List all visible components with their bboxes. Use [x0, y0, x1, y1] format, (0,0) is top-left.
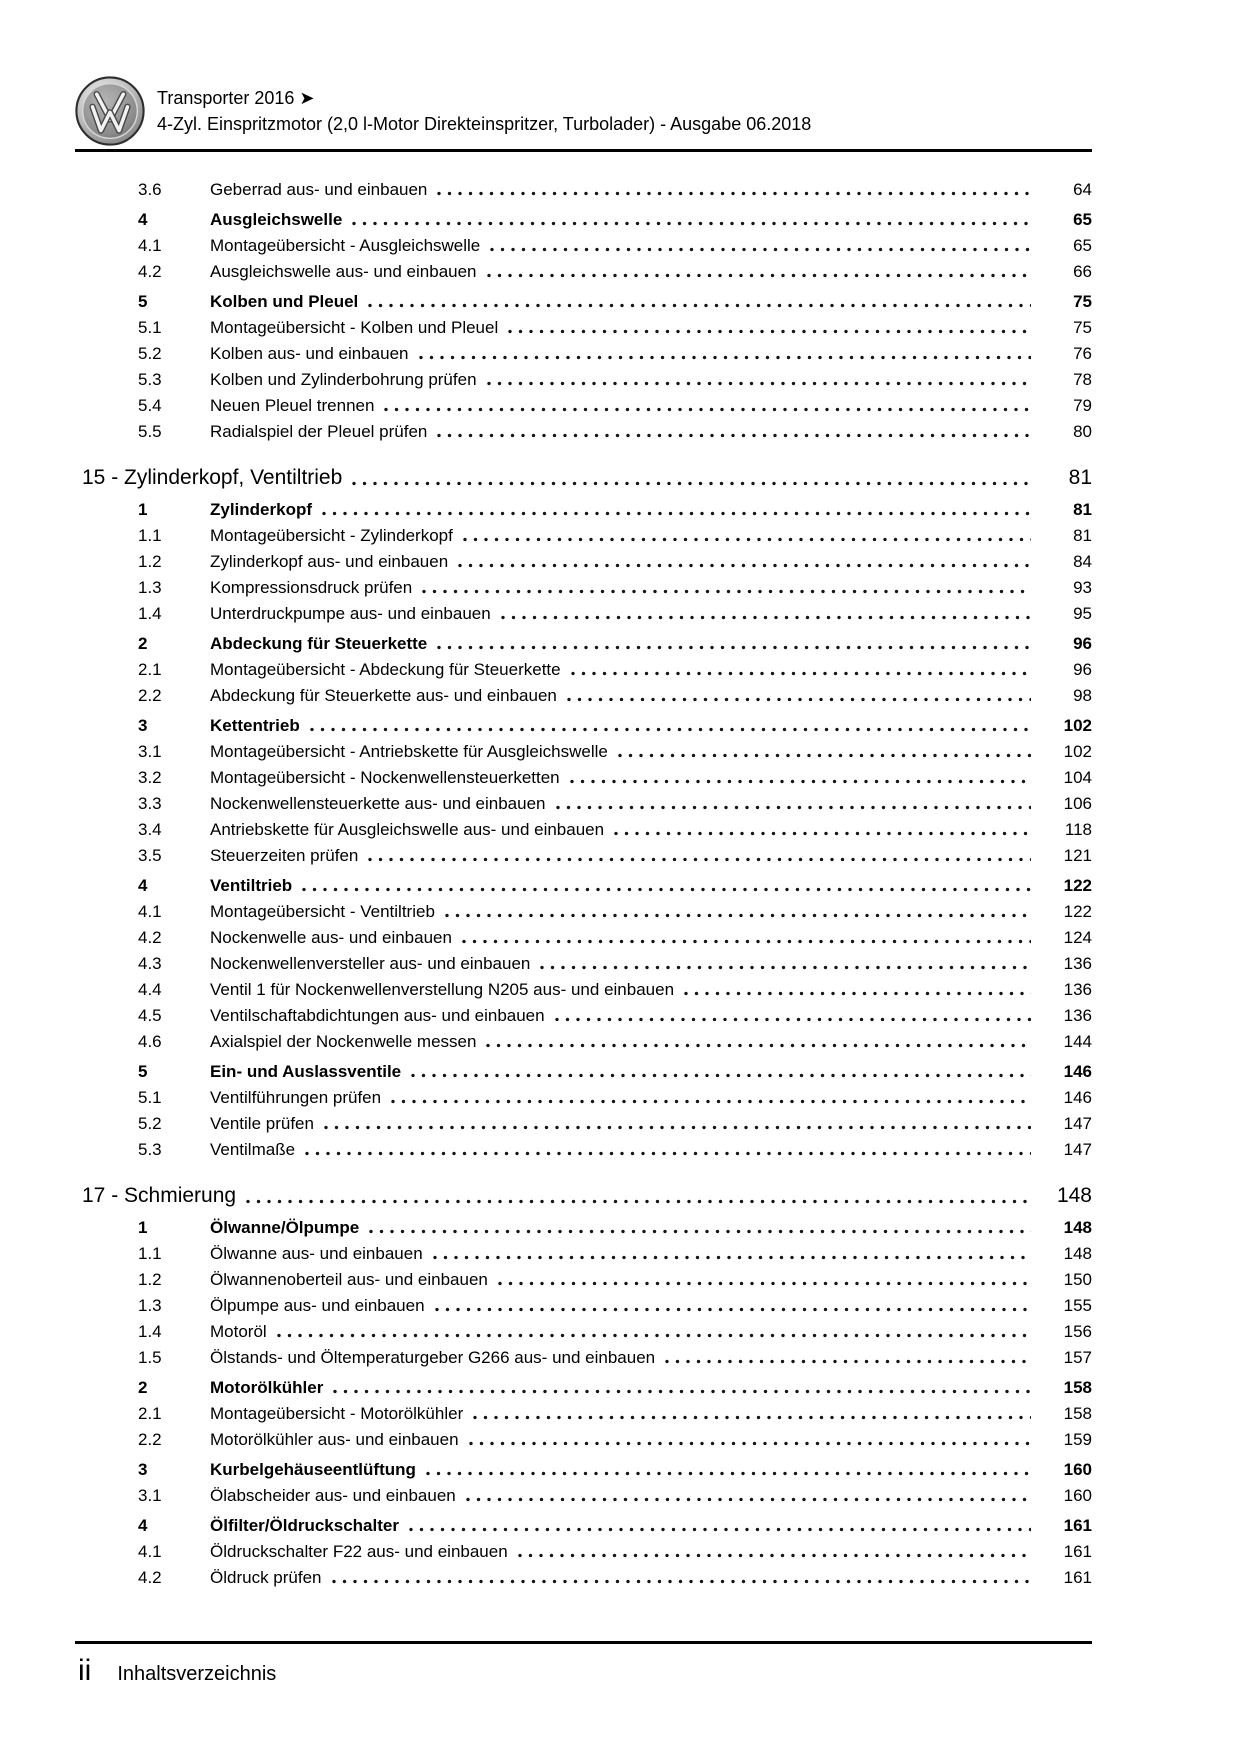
- toc-entry-title: Ein- und Auslassventile: [210, 1062, 402, 1081]
- toc-chapter-title: 17 - Schmierung: [82, 1184, 237, 1207]
- page-footer: [75, 1641, 1092, 1688]
- toc-entry: [75, 654, 1092, 680]
- toc-entry-number: 3.5: [138, 846, 162, 865]
- toc-entry: [75, 1536, 1092, 1562]
- toc-entry-page: 122: [1063, 902, 1092, 921]
- leader-dots: [462, 939, 1031, 944]
- page-header: [75, 0, 1092, 146]
- toc-entry-page: 161: [1063, 1542, 1092, 1561]
- toc-entry-page: 159: [1063, 1430, 1092, 1449]
- header-rule: [75, 149, 1092, 152]
- toc-entry-number: 3.2: [138, 768, 162, 787]
- leader-dots: [369, 1229, 1031, 1234]
- toc-entry-number: 3.3: [138, 794, 162, 813]
- toc-entry-page: 96: [1073, 634, 1092, 653]
- toc-entry: [75, 1454, 1092, 1480]
- toc-entry: [75, 1290, 1092, 1316]
- toc-entry-page: 147: [1063, 1114, 1092, 1133]
- toc-entry: [75, 364, 1092, 390]
- toc-entry-number: 5: [138, 1062, 148, 1081]
- toc-entry: [75, 710, 1092, 736]
- toc-entry: [75, 762, 1092, 788]
- toc-entry-number: 1.5: [138, 1348, 162, 1367]
- toc-entry-title: Ausgleichswelle: [210, 210, 343, 229]
- toc-entry-number: 1.1: [138, 1244, 162, 1263]
- toc-entry-number: 4.1: [138, 1542, 162, 1561]
- toc-entry-title: Abdeckung für Steuerkette: [210, 634, 428, 653]
- toc-entry-number: 5.1: [138, 318, 162, 337]
- toc-entry: [75, 974, 1092, 1000]
- toc-chapter-page: 148: [1056, 1184, 1092, 1207]
- leader-dots: [305, 1151, 1031, 1156]
- leader-dots: [409, 1527, 1031, 1532]
- toc-entry-number: 5: [138, 292, 148, 311]
- leader-dots: [324, 1125, 1031, 1130]
- toc-entry-number: 5.3: [138, 370, 162, 389]
- toc-entry-number: 5.2: [138, 1114, 162, 1133]
- toc-entry-title: Montageübersicht - Zylinderkopf: [210, 526, 453, 545]
- toc-entry-page: 136: [1063, 980, 1092, 999]
- toc-entry-number: 2.1: [138, 660, 162, 679]
- toc-entry-page: 64: [1073, 180, 1092, 199]
- footer-rule: [75, 1641, 1092, 1644]
- leader-dots: [352, 221, 1031, 226]
- toc-entry: [75, 572, 1092, 598]
- toc-entry: [75, 286, 1092, 312]
- toc-entry-page: 136: [1063, 1006, 1092, 1025]
- toc-chapter-page: 81: [1068, 466, 1092, 489]
- toc-entry-number: 1.3: [138, 1296, 162, 1315]
- toc-entry-page: 65: [1073, 236, 1092, 255]
- toc-entry-page: 146: [1063, 1062, 1092, 1081]
- toc-entry-number: 4.2: [138, 262, 162, 281]
- toc-entry-page: 98: [1073, 686, 1092, 705]
- header-model-line: Transporter 2016 ➤: [157, 88, 315, 108]
- toc-entry-number: 4: [138, 1516, 148, 1535]
- toc-entry-page: 136: [1063, 954, 1092, 973]
- toc-entry-page: 148: [1063, 1244, 1092, 1263]
- toc-entry: [75, 1212, 1092, 1238]
- leader-dots: [473, 1415, 1031, 1420]
- toc-entry: [75, 1398, 1092, 1424]
- toc-entry-number: 5.4: [138, 396, 162, 415]
- toc-entry-title: Ventilmaße: [210, 1140, 296, 1159]
- toc-chapter-title: 15 - Zylinderkopf, Ventiltrieb: [82, 466, 343, 489]
- toc-entry-title: Ventile prüfen: [210, 1114, 314, 1133]
- leader-dots: [463, 537, 1031, 542]
- toc-entry: [75, 1082, 1092, 1108]
- toc-entry-number: 4.2: [138, 1568, 162, 1587]
- toc-entry-page: 161: [1063, 1516, 1092, 1535]
- toc-entry-title: Kettentrieb: [210, 716, 300, 735]
- toc-entry-number: 3.1: [138, 742, 162, 761]
- toc-entry: [75, 174, 1092, 200]
- toc-entry: [75, 1480, 1092, 1506]
- toc-entry-page: 121: [1063, 846, 1092, 865]
- toc-entry-number: 4: [138, 210, 148, 229]
- toc-entry-number: 1.1: [138, 526, 162, 545]
- toc-entry-number: 2: [138, 1378, 148, 1397]
- toc-entry-title: Ölwannenoberteil aus- und einbauen: [210, 1270, 488, 1289]
- footer-section-title: Inhaltsverzeichnis: [117, 1663, 277, 1685]
- toc-entry-title: Ölabscheider aus- und einbauen: [210, 1486, 456, 1505]
- toc-entry: [75, 312, 1092, 338]
- toc-chapter-heading: [75, 460, 1092, 490]
- toc-entry-title: Ventilschaftabdichtungen aus- und einbauen: [210, 1006, 545, 1025]
- toc-entry-number: 1.2: [138, 552, 162, 571]
- leader-dots: [614, 831, 1031, 836]
- toc-entry: [75, 788, 1092, 814]
- toc-entry-number: 2: [138, 634, 148, 653]
- toc-entry-number: 4.4: [138, 980, 162, 999]
- toc-entry: [75, 896, 1092, 922]
- toc-entry-number: 5.3: [138, 1140, 162, 1159]
- toc-entry: [75, 840, 1092, 866]
- toc-entry-number: 4.3: [138, 954, 162, 973]
- toc-entry-title: Neuen Pleuel trennen: [210, 396, 375, 415]
- toc-entry-number: 5.5: [138, 422, 162, 441]
- toc-entry: [75, 814, 1092, 840]
- toc-entry: [75, 1424, 1092, 1450]
- leader-dots: [368, 857, 1031, 862]
- toc-entry-number: 4.1: [138, 236, 162, 255]
- leader-dots: [384, 407, 1031, 412]
- toc-entry: [75, 922, 1092, 948]
- toc-entry-page: 95: [1073, 604, 1092, 623]
- leader-dots: [419, 355, 1032, 360]
- toc-entry: [75, 1510, 1092, 1536]
- toc-entry: [75, 1238, 1092, 1264]
- toc-entry-title: Montageübersicht - Kolben und Pleuel: [210, 318, 499, 337]
- toc-entry-title: Ausgleichswelle aus- und einbauen: [210, 262, 477, 281]
- toc-entry-number: 4.6: [138, 1032, 162, 1051]
- toc-entry-title: Abdeckung für Steuerkette aus- und einbauen: [210, 686, 557, 705]
- toc-entry-title: Zylinderkopf: [210, 500, 313, 519]
- toc-entry-page: 65: [1073, 210, 1092, 229]
- toc-entry-title: Radialspiel der Pleuel prüfen: [210, 422, 428, 441]
- toc-entry-title: Kolben und Pleuel: [210, 292, 359, 311]
- leader-dots: [437, 433, 1031, 438]
- toc-entry: [75, 1000, 1092, 1026]
- toc-entry: [75, 390, 1092, 416]
- toc-entry-page: 104: [1063, 768, 1092, 787]
- toc-entry-title: Motorölkühler: [210, 1378, 324, 1397]
- toc-entry-number: 5.2: [138, 344, 162, 363]
- toc-entry-title: Nockenwelle aus- und einbauen: [210, 928, 452, 947]
- toc-entry-page: 106: [1063, 794, 1092, 813]
- leader-dots: [466, 1497, 1031, 1502]
- toc-entry-number: 1: [138, 500, 148, 519]
- toc-entry-page: 76: [1073, 344, 1092, 363]
- toc-entry-page: 102: [1063, 716, 1092, 735]
- leader-dots: [435, 1307, 1031, 1312]
- toc-entry-title: Kompressionsdruck prüfen: [210, 578, 413, 597]
- toc-entry: [75, 948, 1092, 974]
- toc-entry-number: 3.6: [138, 180, 162, 199]
- toc-entry: [75, 520, 1092, 546]
- toc-entry-title: Montageübersicht - Motorölkühler: [210, 1404, 464, 1423]
- toc-entry-title: Montageübersicht - Antriebskette für Ausgleichswelle: [210, 742, 608, 761]
- toc-entry: [75, 870, 1092, 896]
- leader-dots: [422, 589, 1031, 594]
- toc-entry-title: Unterdruckpumpe aus- und einbauen: [210, 604, 491, 623]
- toc-entry-page: 150: [1063, 1270, 1092, 1289]
- toc-entry: [75, 1372, 1092, 1398]
- toc-entry-title: Nockenwellenversteller aus- und einbauen: [210, 954, 531, 973]
- toc-entry-title: Kolben aus- und einbauen: [210, 344, 409, 363]
- toc-entry-title: Ventil 1 für Nockenwellenverstellung N205 aus- und einbauen: [210, 980, 675, 999]
- toc-entry-title: Zylinderkopf aus- und einbauen: [210, 552, 449, 571]
- leader-dots: [322, 511, 1031, 516]
- toc-entry-title: Steuerzeiten prüfen: [210, 846, 359, 865]
- toc-entry-page: 78: [1073, 370, 1092, 389]
- leader-dots: [501, 615, 1031, 620]
- table-of-contents: [75, 174, 1092, 1588]
- toc-entry: [75, 1264, 1092, 1290]
- leader-dots: [246, 1199, 1031, 1204]
- toc-entry-page: 144: [1063, 1032, 1092, 1051]
- toc-entry-page: 80: [1073, 422, 1092, 441]
- toc-entry-number: 2.1: [138, 1404, 162, 1423]
- toc-entry-title: Kurbelgehäuseentlüftung: [210, 1460, 416, 1479]
- leader-dots: [433, 1255, 1031, 1260]
- leader-dots: [518, 1553, 1031, 1558]
- toc-entry-page: 102: [1063, 742, 1092, 761]
- toc-entry-page: 146: [1063, 1088, 1092, 1107]
- toc-entry-title: Ölfilter/Öldruckschalter: [210, 1516, 399, 1535]
- toc-entry-title: Motorölkühler aus- und einbauen: [210, 1430, 459, 1449]
- leader-dots: [352, 481, 1031, 486]
- toc-entry-page: 96: [1073, 660, 1092, 679]
- leader-dots: [486, 1043, 1031, 1048]
- toc-entry-title: Montageübersicht - Nockenwellensteuerketten: [210, 768, 560, 787]
- toc-entry: [75, 680, 1092, 706]
- toc-entry-title: Antriebskette für Ausgleichswelle aus- und einbauen: [210, 820, 605, 839]
- toc-entry: [75, 416, 1092, 442]
- toc-entry-page: 147: [1063, 1140, 1092, 1159]
- leader-dots: [498, 1281, 1031, 1286]
- toc-entry-title: Montageübersicht - Ausgleichswelle: [210, 236, 481, 255]
- toc-entry-number: 4: [138, 876, 148, 895]
- toc-entry-title: Ölwanne/Ölpumpe: [210, 1218, 360, 1237]
- leader-dots: [684, 991, 1031, 996]
- toc-entry-page: 66: [1073, 262, 1092, 281]
- toc-entry-number: 3: [138, 716, 148, 735]
- toc-entry-number: 2.2: [138, 686, 162, 705]
- toc-entry-title: Öldruck prüfen: [210, 1568, 322, 1587]
- toc-entry: [75, 546, 1092, 572]
- toc-entry-page: 75: [1073, 318, 1092, 337]
- toc-entry-title: Motoröl: [210, 1322, 267, 1341]
- toc-entry: [75, 230, 1092, 256]
- toc-entry-page: 75: [1073, 292, 1092, 311]
- toc-entry-page: 84: [1073, 552, 1092, 571]
- toc-entry-page: 157: [1063, 1348, 1092, 1367]
- toc-entry: [75, 256, 1092, 282]
- toc-chapter-heading: [75, 1178, 1092, 1208]
- toc-entry-number: 1.3: [138, 578, 162, 597]
- toc-entry-page: 124: [1063, 928, 1092, 947]
- toc-entry-page: 118: [1064, 820, 1092, 839]
- toc-entry: [75, 1056, 1092, 1082]
- toc-entry-number: 4.2: [138, 928, 162, 947]
- leader-dots: [556, 805, 1031, 810]
- leader-dots: [618, 753, 1031, 758]
- toc-entry-number: 1.2: [138, 1270, 162, 1289]
- leader-dots: [368, 303, 1031, 308]
- toc-entry: [75, 1134, 1092, 1160]
- leader-dots: [508, 329, 1031, 334]
- toc-entry-page: 158: [1063, 1404, 1092, 1423]
- toc-entry-page: 161: [1063, 1568, 1092, 1587]
- toc-entry: [75, 1316, 1092, 1342]
- leader-dots: [445, 913, 1031, 918]
- toc-entry: [75, 1108, 1092, 1134]
- leader-dots: [571, 671, 1031, 676]
- leader-dots: [411, 1073, 1031, 1078]
- toc-entry: [75, 628, 1092, 654]
- leader-dots: [302, 887, 1031, 892]
- toc-entry-title: Ventilführungen prüfen: [210, 1088, 382, 1107]
- toc-entry-page: 122: [1063, 876, 1092, 895]
- toc-entry-page: 160: [1063, 1486, 1092, 1505]
- toc-entry: [75, 1562, 1092, 1588]
- leader-dots: [487, 381, 1031, 386]
- toc-entry-page: 79: [1073, 396, 1092, 415]
- toc-entry-number: 1: [138, 1218, 148, 1237]
- toc-entry-title: Ölwanne aus- und einbauen: [210, 1244, 423, 1263]
- toc-entry-title: Nockenwellensteuerkette aus- und einbauen: [210, 794, 546, 813]
- leader-dots: [458, 563, 1031, 568]
- toc-entry-title: Montageübersicht - Ventiltrieb: [210, 902, 435, 921]
- toc-entry-number: 3.1: [138, 1486, 162, 1505]
- toc-entry-title: Kolben und Zylinderbohrung prüfen: [210, 370, 477, 389]
- leader-dots: [333, 1389, 1031, 1394]
- leader-dots: [310, 727, 1031, 732]
- toc-entry-page: 160: [1063, 1460, 1092, 1479]
- toc-entry-number: 1.4: [138, 1322, 162, 1341]
- leader-dots: [490, 247, 1031, 252]
- toc-entry: [75, 736, 1092, 762]
- toc-entry-title: Ölpumpe aus- und einbauen: [210, 1296, 425, 1315]
- toc-entry-page: 93: [1073, 578, 1092, 597]
- toc-entry-number: 4.5: [138, 1006, 162, 1025]
- leader-dots: [332, 1579, 1032, 1584]
- leader-dots: [469, 1441, 1031, 1446]
- toc-entry-title: Axialspiel der Nockenwelle messen: [210, 1032, 477, 1051]
- toc-entry: [75, 1342, 1092, 1368]
- leader-dots: [277, 1333, 1031, 1338]
- header-subtitle-line: 4-Zyl. Einspritzmotor (2,0 l-Motor Direkteinspritzer, Turbolader) - Ausgabe 06.2018: [157, 114, 812, 134]
- toc-entry: [75, 204, 1092, 230]
- toc-entry-title: Montageübersicht - Abdeckung für Steuerkette: [210, 660, 561, 679]
- toc-entry-number: 5.1: [138, 1088, 162, 1107]
- toc-entry: [75, 494, 1092, 520]
- toc-entry: [75, 1026, 1092, 1052]
- toc-entry-page: 158: [1063, 1378, 1092, 1397]
- toc-entry-title: Ventiltrieb: [210, 876, 293, 895]
- toc-entry-number: 3.4: [138, 820, 162, 839]
- toc-entry-number: 4.1: [138, 902, 162, 921]
- toc-entry: [75, 598, 1092, 624]
- leader-dots: [540, 965, 1031, 970]
- toc-entry-page: 156: [1063, 1322, 1092, 1341]
- footer-page-number: ii: [78, 1654, 92, 1687]
- toc-entry-number: 2.2: [138, 1430, 162, 1449]
- leader-dots: [487, 273, 1031, 278]
- toc-entry-page: 148: [1063, 1218, 1092, 1237]
- toc-entry-page: 81: [1073, 500, 1092, 519]
- toc-entry-number: 3: [138, 1460, 148, 1479]
- toc-entry-title: Ölstands- und Öltemperaturgeber G266 aus- und einbauen: [210, 1348, 656, 1367]
- toc-entry-title: Öldruckschalter F22 aus- und einbauen: [210, 1542, 508, 1561]
- leader-dots: [555, 1017, 1031, 1022]
- toc-entry-number: 1.4: [138, 604, 162, 623]
- toc-entry: [75, 338, 1092, 364]
- leader-dots: [426, 1471, 1031, 1476]
- toc-entry-page: 81: [1073, 526, 1092, 545]
- leader-dots: [437, 645, 1031, 650]
- leader-dots: [567, 697, 1031, 702]
- toc-entry-title: Geberrad aus- und einbauen: [210, 180, 428, 199]
- toc-entry-page: 155: [1063, 1296, 1092, 1315]
- leader-dots: [570, 779, 1031, 784]
- leader-dots: [665, 1359, 1031, 1364]
- leader-dots: [437, 191, 1031, 196]
- vw-logo-icon: [75, 76, 145, 146]
- leader-dots: [391, 1099, 1031, 1104]
